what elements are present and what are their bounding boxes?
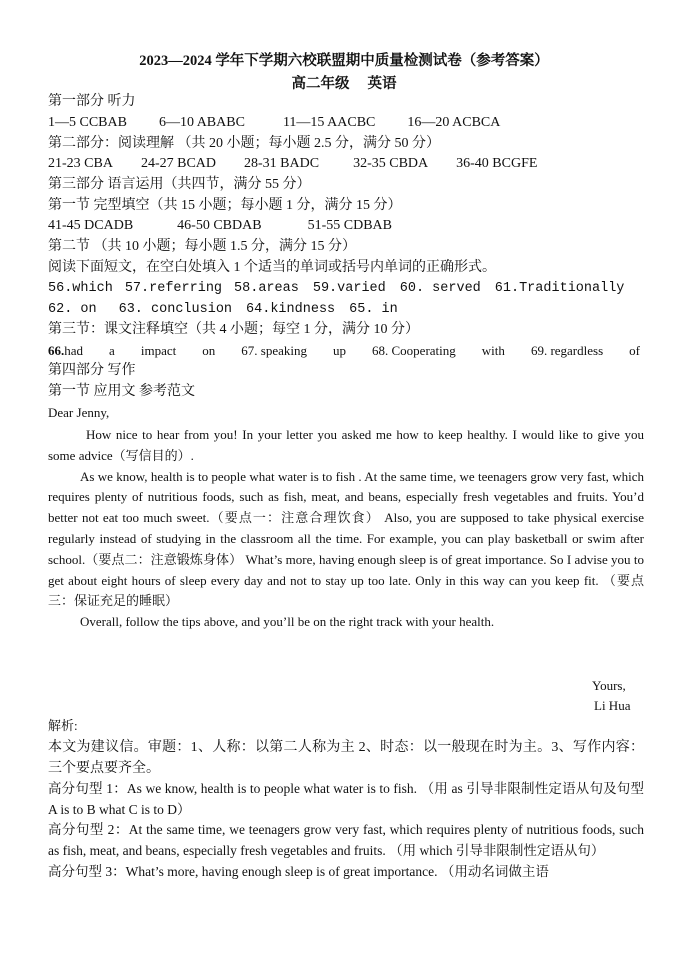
letter-closing: Yours, (592, 678, 626, 693)
part3-section2-row1 (48, 279, 624, 299)
fill-answer: up (333, 343, 346, 358)
analysis-heading: 解析: (48, 718, 78, 733)
page-subtitle (0, 72, 688, 93)
fill-answer: on (202, 343, 216, 358)
blank-answer: 63. conclusion (118, 302, 233, 317)
page-title: 2023—2024 学年下学期六校联盟期中质量检测试卷（参考答案） (139, 53, 549, 69)
answer-group: 32-35 CBDA (353, 156, 429, 171)
blank-answer: 62. on (48, 302, 97, 317)
blank-answer: 57.referring (124, 281, 223, 296)
fill-answer: 68. Cooperating (372, 343, 456, 358)
answer-group: 51-55 CDBAB (307, 218, 392, 233)
blank-answer: 56.which (48, 281, 113, 296)
letter-body (48, 425, 644, 633)
letter-paragraph: How nice to hear from you! In your letter you asked me how to keep healthy. I would like to give you some advice（写信目的）. (48, 427, 644, 463)
part3-section1-answers (48, 216, 392, 236)
answer-group: 21-23 CBA (48, 156, 113, 171)
pattern-1: 高分句型 1：As we know, health is to people what water is to fish. （用 as 引导非限制性定语从句及句型 A is to B what C is to D） (48, 781, 644, 817)
blank-answer: 58.areas (234, 281, 299, 296)
letter-paragraph: Overall, follow the tips above, and you’ll be on the right track with your health. (80, 614, 495, 630)
blank-answer: 61.Traditionally (494, 281, 625, 296)
part3-section1-heading: 第一节 完型填空（共 15 小题；每小题 1 分，满分 15 分） (48, 198, 402, 213)
part2-heading: 第二部分：阅读理解 （共 20 小题；每小题 2.5 分，满分 50 分） (48, 136, 440, 151)
answer-group: 46-50 CBDAB (177, 218, 262, 233)
pattern-3: 高分句型 3：What’s more, having enough sleep is of great importance. （用动名词做主语 (48, 863, 549, 879)
part3-section2-instruction: 阅读下面短文，在空白处填入 1 个适当的单词或括号内单词的正确形式。 (48, 260, 496, 275)
fill-answer: of (629, 343, 640, 358)
analysis-body (48, 738, 644, 882)
part1-heading: 第一部分 听力 (48, 94, 136, 109)
fill-answer: 69. regardless (530, 343, 604, 358)
grade-label: 高二年级 (291, 76, 350, 92)
answer-group: 16—20 ACBCA (407, 115, 501, 130)
letter-paragraph: As we know, health is to people what water is to fish . At the same time, we teenagers grow very fast, which requires plenty of nutritious foods, such as fish, meat, and beans, especially fresh vegetables and fruits. You’d better not eat too much sweet.（要点一：注意合理饮食） Also, you are supposed to take physical exercise regularly instead of studying in the classroom all the time. For example, you can play basketball or swim after school.（要点二：注意锻炼身体） What’s more, having enough sleep is of great importance. So I advise you to get about eight hours of sleep every day and not to stay up too late. Only in this way can you keep fit. （要点三：保证充足的睡眠） (48, 468, 644, 609)
subject-label: 英语 (367, 76, 397, 92)
answer-group: 41-45 DCADB (48, 218, 134, 233)
blank-answer: 59.varied (312, 281, 386, 296)
part4-section1-heading: 第一节 应用文 参考范文 (48, 384, 195, 399)
part4-heading: 第四部分 写作 (48, 363, 136, 378)
part3-section3-answers (48, 341, 640, 361)
fill-answer: 66.had (48, 343, 84, 358)
letter-signature: Li Hua (594, 698, 631, 713)
part2-answers (48, 154, 537, 174)
answer-group: 36-40 BCGFE (456, 156, 538, 171)
pattern-2: 高分句型 2：At the same time, we teenagers grow very fast, which requires plenty of nutritious foods, such as fish, meat, and beans, especially fresh vegetables and fruits. （用 which 引导非限制性定语从句） (48, 822, 644, 858)
fill-answer: with (481, 343, 505, 358)
answer-group: 6—10 ABABC (158, 115, 245, 130)
part3-section2-row2 (48, 300, 398, 320)
fill-answer: a (109, 343, 115, 358)
fill-answer: impact (140, 343, 177, 358)
analysis-summary: 本文为建议信。审题：1、人称：以第二人称为主 2、时态：以一般现在时为主。3、写作内容：三个要点要齐全。 (48, 740, 644, 776)
part3-heading: 第三部分 语言运用（共四节，满分 55 分） (48, 177, 311, 192)
letter-salutation: Dear Jenny, (48, 405, 110, 420)
blank-answer: 64.kindness (246, 302, 336, 317)
part3-section3-heading: 第三节：课文注释填空（共 4 小题；每空 1 分，满分 10 分） (48, 322, 419, 337)
answer-group: 1—5 CCBAB (48, 115, 127, 130)
blank-answer: 60. served (399, 281, 481, 296)
blank-answer: 65. in (349, 302, 398, 317)
fill-answer: 67. speaking (241, 343, 307, 358)
answer-group: 24-27 BCAD (140, 156, 217, 171)
part1-answers (48, 113, 500, 133)
part3-section2-heading: 第二节 （共 10 小题；每小题 1.5 分，满分 15 分） (48, 239, 356, 254)
answer-group: 11—15 AACBC (282, 115, 376, 130)
answer-group: 28-31 BADC (244, 156, 320, 171)
